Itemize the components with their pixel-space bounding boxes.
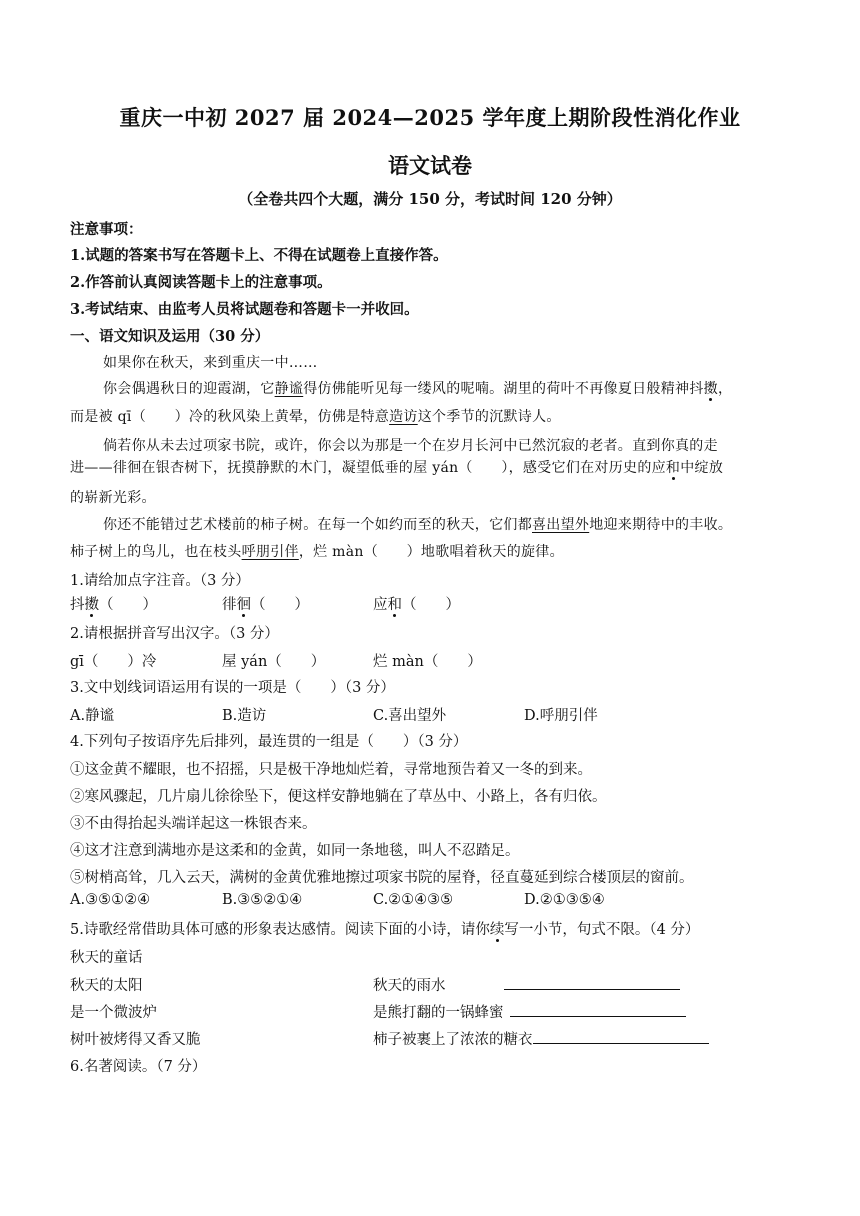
- underlined-word: 静谧: [274, 381, 304, 397]
- notice-item-2: 2.作答前认真阅读答题卡上的注意事项。: [70, 274, 332, 291]
- q4-option-b: B.③⑤②①④: [222, 892, 303, 908]
- answer-blank[interactable]: [504, 977, 680, 990]
- q3-option-c: C.喜出望外: [373, 708, 447, 724]
- q1-item-3: 应和（ ）: [373, 597, 460, 613]
- passage-line-1: 如果你在秋天，来到重庆一中……: [103, 355, 318, 371]
- poem-left-line-1: 秋天的太阳: [70, 978, 143, 994]
- exam-subtitle: 语文试卷: [388, 153, 472, 178]
- answer-blank[interactable]: [510, 1004, 686, 1017]
- passage-line-2: 你会偶遇秋日的迎霞湖，它静谧得仿佛能听见每一缕风的呢喃。湖里的荷叶不再像夏日般精神抖擞，: [103, 381, 733, 397]
- q3-option-b: B.造访: [222, 708, 267, 724]
- q3-option-a: A.静谧: [70, 708, 115, 724]
- poem-right-line-1: 秋天的雨水: [373, 974, 680, 995]
- q4-sentence-4: ④这才注意到满地亦是这柔和的金黄，如同一条地毯，叫人不忍踏足。: [70, 843, 520, 859]
- q1-item-2: 徘徊（ ）: [222, 597, 309, 613]
- q4-sentence-2: ②寒风骤起，几片扇儿徐徐坠下，便这样安静地躺在了草丛中、小路上，各有归依。: [70, 789, 607, 805]
- exam-scope: （全卷共四个大题，满分 150 分，考试时间 120 分钟）: [238, 190, 622, 208]
- passage-line-7: 你还不能错过艺术楼前的柿子树。在每一个如约而至的秋天，它们都喜出望外地迎来期待中的丰收。: [103, 517, 733, 533]
- q4-sentence-3: ③不由得抬起头端详起这一株银杏来。: [70, 816, 317, 832]
- question-6-stem: 6.名著阅读。（7 分）: [70, 1059, 207, 1075]
- notice-item-1: 1.试题的答案书写在答题卡上、不得在试题卷上直接作答。: [70, 247, 448, 264]
- question-3-stem: 3.文中划线词语运用有误的一项是（ ）（3 分）: [70, 680, 395, 696]
- q4-option-a: A.③⑤①②④: [70, 892, 151, 908]
- poem-title: 秋天的童话: [70, 950, 143, 966]
- q2-item-2: 屋 yán（ ）: [222, 654, 326, 670]
- passage-line-5: 进——徘徊在银杏树下，抚摸静默的木门，凝望低垂的屋 yán（ ），感受它们在对历史的应和中绽放: [70, 460, 724, 476]
- notice-heading: 注意事项：: [70, 221, 143, 238]
- poem-left-line-2: 是一个微波炉: [70, 1005, 157, 1021]
- q2-item-3: 烂 màn（ ）: [373, 654, 482, 670]
- q1-item-1: 抖擞（ ）: [70, 597, 157, 613]
- section-heading: 一、语文知识及运用（30 分）: [70, 328, 270, 345]
- underlined-word: 喜出望外: [532, 517, 590, 533]
- q4-sentence-1: ①这金黄不耀眼，也不招摇，只是极干净地灿烂着，寻常地预告着又一冬的到来。: [70, 762, 592, 778]
- question-2-stem: 2.请根据拼音写出汉字。（3 分）: [70, 626, 279, 642]
- poem-left-line-3: 树叶被烤得又香又脆: [70, 1032, 201, 1048]
- dotted-char: 擞: [703, 381, 718, 397]
- underlined-word: 造访: [389, 409, 418, 425]
- passage-line-3: 而是被 qī（ ）冷的秋风染上黄晕，仿佛是特意造访这个季节的沉默诗人。: [70, 409, 561, 425]
- q2-item-1: gī（ ）冷: [70, 654, 157, 670]
- q3-option-d: D.呼朋引伴: [524, 708, 598, 724]
- q4-sentence-5: ⑤树梢高耸，几入云天，满树的金黄优雅地擦过项家书院的屋脊，径直蔓延到综合楼顶层的窗前。: [70, 870, 694, 886]
- question-5-stem: 5.诗歌经常借助具体可感的形象表达感情。阅读下面的小诗，请你续写一小节，句式不限。（4 分）: [70, 922, 700, 938]
- underlined-word: 呼朋引伴: [241, 544, 299, 560]
- question-4-stem: 4.下列句子按语序先后排列，最连贯的一组是（ ）（3 分）: [70, 734, 468, 750]
- q4-option-c: C.②①④③⑤: [373, 892, 454, 908]
- poem-right-line-2: 是熊打翻的一锅蜂蜜: [373, 1001, 686, 1022]
- dotted-char: 和: [665, 460, 681, 476]
- passage-line-4: 倘若你从未去过项家书院，或许，你会以为那是一个在岁月长河中已然沉寂的老者。直到你真的走: [103, 438, 718, 454]
- notice-item-3: 3.考试结束、由监考人员将试题卷和答题卡一并收回。: [70, 301, 419, 318]
- exam-title: 重庆一中初 2027 届 2024—2025 学年度上期阶段性消化作业: [119, 105, 741, 130]
- dotted-char: 续: [489, 922, 505, 938]
- passage-line-8: 柿子树上的鸟儿，也在枝头呼朋引伴，烂 màn（ ）地歌唱着秋天的旋律。: [70, 544, 564, 560]
- answer-blank[interactable]: [533, 1031, 709, 1044]
- q4-option-d: D.②①③⑤④: [524, 892, 605, 908]
- poem-right-line-3: 柿子被裹上了浓浓的糖衣: [373, 1028, 709, 1049]
- passage-line-6: 的崭新光彩。: [70, 490, 156, 506]
- question-1-stem: 1.请给加点字注音。（3 分）: [70, 573, 250, 589]
